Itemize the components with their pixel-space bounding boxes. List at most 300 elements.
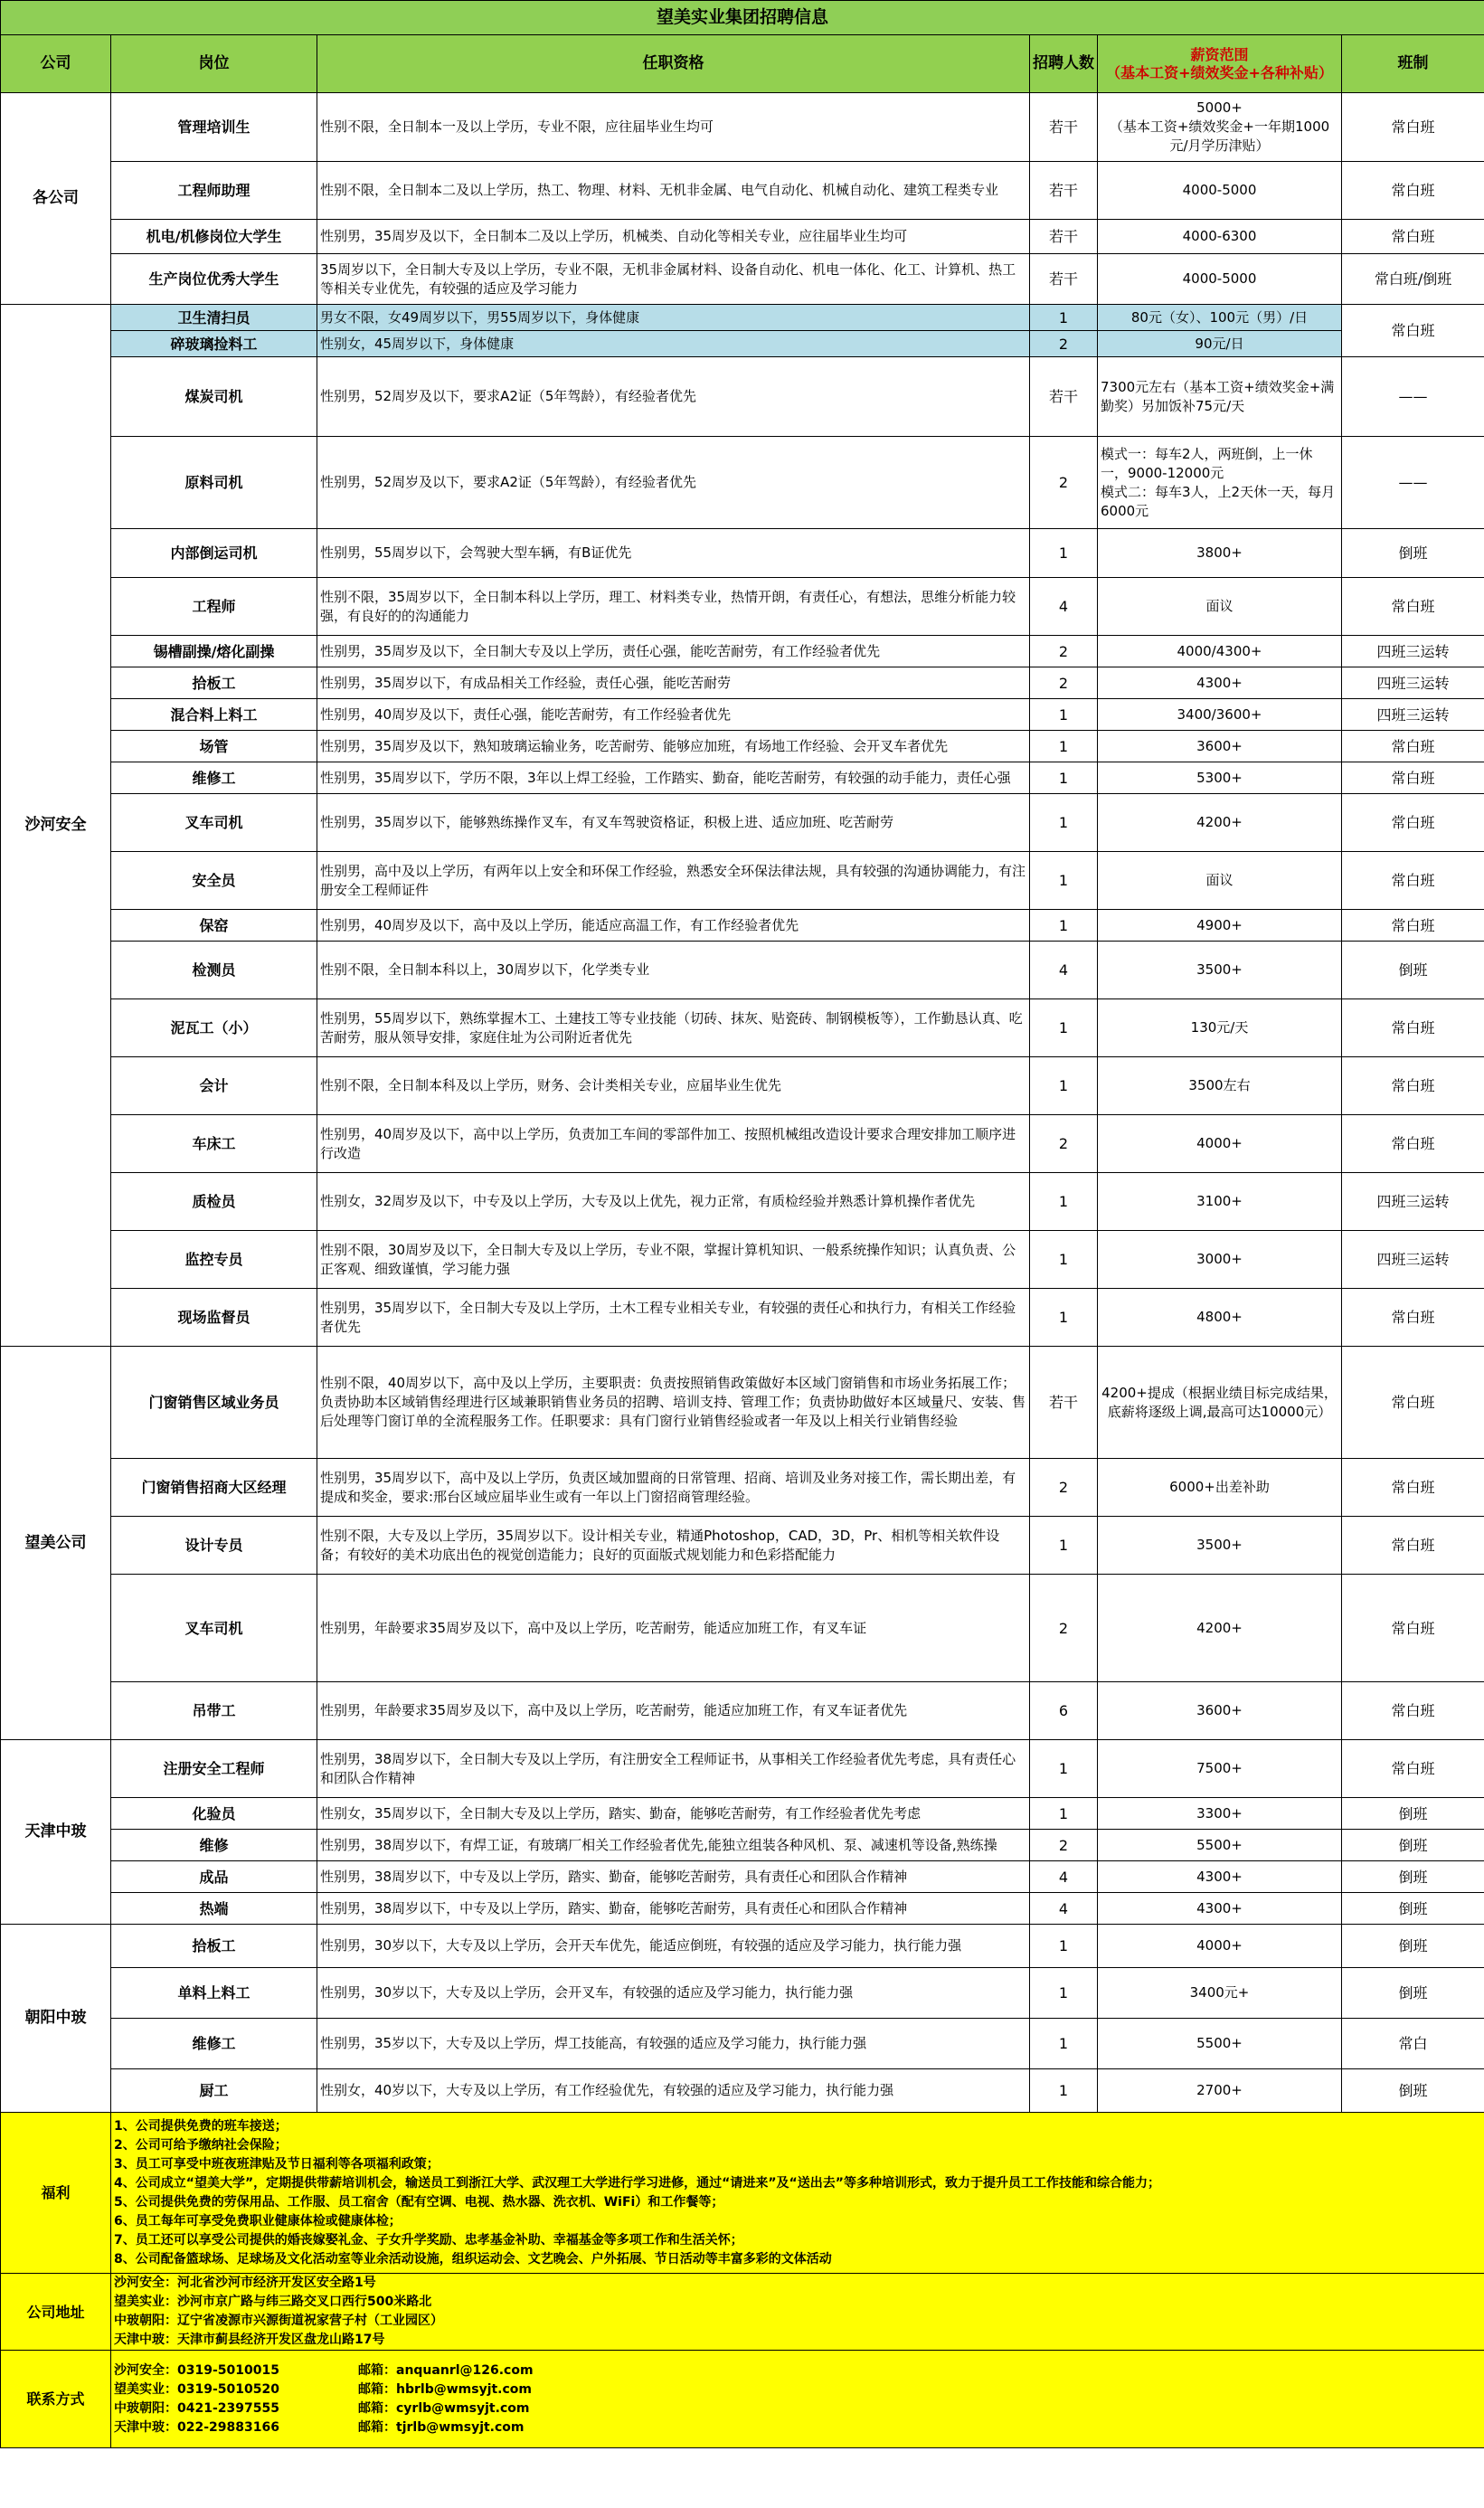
requirements-cell: 性别不限，全日制本科及以上学历，财务、会计类相关专业，应届毕业生优先 [317,1057,1030,1115]
salary-cell [1098,331,1342,357]
requirements-cell: 性别男，38周岁以下，中专及以上学历，踏实、勤奋，能够吃苦耐劳，具有责任心和团队合作精神 [317,1893,1030,1925]
headcount-cell: 1 [1030,999,1098,1057]
salary-line: 4300+ [1196,674,1243,691]
headcount-cell: 若干 [1030,93,1098,162]
salary-cell [1098,1925,1342,1968]
salary-cell [1098,1861,1342,1893]
salary-line: 3500左右 [1188,1077,1251,1093]
salary-cell [1098,910,1342,942]
shift-cell: 常白班/倒班 [1342,254,1484,305]
salary-line: 3100+ [1196,1193,1243,1209]
shift-cell: 常白班 [1342,305,1484,357]
requirements-cell: 性别女，32周岁及以下，中专及以上学历，大专及以上优先，视力正常，有质检经验并熟悉计算机操作者优先 [317,1173,1030,1231]
headcount-cell: 若干 [1030,162,1098,220]
requirements-cell: 性别男，30岁以下，大专及以上学历，会开叉车，有较强的适应及学习能力，执行能力强 [317,1968,1030,2019]
position-cell: 工程师助理 [111,162,317,220]
salary-cell [1098,578,1342,636]
requirements-cell: 性别女，40岁以下，大专及以上学历，有工作经验优先，有较强的适应及学习能力，执行能力强 [317,2069,1030,2113]
requirements-cell: 性别男，35周岁以下，全日制大专及以上学历，土木工程专业相关专业，有较强的责任心和执行力，有相关工作经验者优先 [317,1289,1030,1347]
position-cell: 锡槽副操/熔化副操 [111,636,317,667]
headcount-cell: 4 [1030,1893,1098,1925]
shift-cell: 倒班 [1342,1861,1484,1893]
contact-item [114,2399,1481,2418]
position-cell: 厨工 [111,2069,317,2113]
table-row [1,162,1484,220]
address-item: 中玻朝阳：辽宁省凌源市兴源街道祝家营子村（工业园区） [114,2314,443,2328]
table-row [1,1798,1484,1830]
salary-cell [1098,667,1342,699]
headcount-cell: 1 [1030,794,1098,852]
addresses-label: 公司地址 [1,2274,111,2351]
shift-cell: 常白班 [1342,93,1484,162]
salary-line: 3400元+ [1189,1984,1250,2001]
table-row [1,2019,1484,2069]
headcount-cell: 1 [1030,1968,1098,2019]
salary-cell [1098,1173,1342,1231]
salary-cell [1098,1968,1342,2019]
salary-line: 3500+ [1196,1537,1243,1553]
header-salary-title: 薪资范围 [1190,45,1249,63]
table-row [1,1173,1484,1231]
headcount-cell: 2 [1030,331,1098,357]
position-cell: 设计专员 [111,1517,317,1575]
salary-line: 6000+出差补助 [1169,1479,1270,1495]
headcount-cell: 2 [1030,437,1098,529]
salary-line: 4200+ [1196,814,1243,830]
headcount-cell: 1 [1030,1289,1098,1347]
benefits-list [111,2113,1484,2274]
table-row [1,220,1484,254]
header-row [1,35,1484,93]
address-item: 望美实业：沙河市京广路与纬三路交叉口西行500米路北 [114,2295,432,2309]
position-cell: 成品 [111,1861,317,1893]
position-cell: 原料司机 [111,437,317,529]
table-row [1,1830,1484,1861]
salary-line: 4000/4300+ [1177,642,1262,659]
table-row [1,794,1484,852]
salary-line: 80元（女）、100元（男）/日 [1130,308,1309,326]
headcount-cell: 4 [1030,1861,1098,1893]
shift-cell: 常白 [1342,2019,1484,2069]
table-row [1,667,1484,699]
table-row [1,1115,1484,1173]
contact-phone: 望美实业：0319-5010520 [114,2381,279,2397]
table-row [1,1289,1484,1347]
requirements-cell: 性别女，45周岁以下，身体健康 [317,331,1030,357]
salary-cell [1098,762,1342,794]
headcount-cell: 2 [1030,1459,1098,1517]
headcount-cell: 4 [1030,578,1098,636]
table-row [1,1925,1484,1968]
benefit-item: 2、公司可给予缴纳社会保险； [114,2137,288,2153]
table-row [1,1740,1484,1798]
requirements-cell: 男女不限，女49周岁以下，男55周岁以下，身体健康 [317,305,1030,331]
shift-cell: 四班三运转 [1342,636,1484,667]
salary-line: 面议 [1205,872,1234,888]
salary-line: 4300+ [1196,1868,1243,1885]
requirements-cell: 性别男，52周岁及以下，要求A2证（5年驾龄），有经验者优先 [317,437,1030,529]
requirements-cell: 性别男，35周岁及以下，全日制大专及以上学历，责任心强，能吃苦耐劳，有工作经验者优先 [317,636,1030,667]
salary-line: 3600+ [1196,1702,1243,1718]
position-cell: 煤炭司机 [111,357,317,437]
requirements-cell: 性别男，38周岁以下，中专及以上学历，踏实、勤奋，能够吃苦耐劳，具有责任心和团队合作精神 [317,1861,1030,1893]
salary-line: 3800+ [1196,544,1243,561]
salary-line: 5500+ [1196,1836,1243,1853]
contact-email[interactable]: 邮箱：anquanrl@126.com [358,2362,534,2378]
salary-cell [1098,305,1342,331]
position-cell: 监控专员 [111,1231,317,1289]
shift-cell: 倒班 [1342,1830,1484,1861]
salary-cell [1098,699,1342,731]
contact-phone: 中玻朝阳：0421-2397555 [114,2400,279,2416]
position-cell: 车床工 [111,1115,317,1173]
headcount-cell: 1 [1030,1517,1098,1575]
salary-cell [1098,1347,1342,1459]
contact-email[interactable]: 邮箱：cyrlb@wmsyjt.com [358,2400,530,2416]
salary-cell [1098,852,1342,910]
shift-cell: 常白班 [1342,162,1484,220]
shift-cell: 常白班 [1342,1575,1484,1682]
salary-line: 90元/日 [1195,335,1244,352]
headcount-cell: 1 [1030,1740,1098,1798]
table-row [1,762,1484,794]
salary-line: 4000-6300 [1182,228,1257,244]
position-cell: 热端 [111,1893,317,1925]
headcount-cell: 2 [1030,1115,1098,1173]
salary-line: 4300+ [1196,1899,1243,1916]
headcount-cell: 若干 [1030,1347,1098,1459]
table-row [1,1968,1484,2019]
address-item: 天津中玻：天津市蓟县经济开发区盘龙山路17号 [114,2333,385,2347]
benefits-label: 福利 [1,2113,111,2274]
table-row [1,1057,1484,1115]
position-cell: 内部倒运司机 [111,529,317,578]
salary-cell [1098,2019,1342,2069]
benefit-item: 6、员工每年可享受免费职业健康体检或健康体检； [114,2213,402,2229]
table-row [1,254,1484,305]
benefit-item: 8、公司配备篮球场、足球场及文化活动室等业余活动设施，组织运动会、文艺晚会、户外拓展、节日活动等丰富多彩的文体活动 [114,2251,832,2267]
contact-item [114,2380,1481,2399]
benefit-item: 3、员工可享受中班夜班津贴及节日福利等各项福利政策； [114,2156,440,2172]
salary-line: 7300元左右（基本工资+绩效奖金+满勤奖）另加饭补75元/天 [1101,378,1335,414]
salary-line: 7500+ [1196,1760,1243,1776]
requirements-cell: 35周岁以下，全日制大专及以上学历，专业不限，无机非金属材料、设备自动化、机电一体化、化工、计算机、热工等相关专业优先，有较强的适应及学习能力 [317,254,1030,305]
contact-phone: 沙河安全：0319-5010015 [114,2362,279,2378]
salary-cell [1098,636,1342,667]
position-cell: 维修工 [111,762,317,794]
table-row [1,2069,1484,2113]
table-row [1,999,1484,1057]
shift-cell: 常白班 [1342,1347,1484,1459]
contact-phone: 天津中玻：022-29883166 [114,2419,279,2435]
headcount-cell: 若干 [1030,220,1098,254]
salary-line: 3300+ [1196,1804,1243,1822]
requirements-cell: 性别男，35周岁及以下，熟知玻璃运输业务，吃苦耐劳、能够应加班，有场地工作经验、会开叉车者优先 [317,731,1030,762]
contact-item [114,2418,1481,2437]
shift-cell: 常白班 [1342,762,1484,794]
requirements-cell: 性别男，35周岁以下，有成品相关工作经验，责任心强，能吃苦耐劳 [317,667,1030,699]
table-row [1,305,1484,331]
salary-cell [1098,731,1342,762]
contact-email[interactable]: 邮箱：hbrlb@wmsyjt.com [358,2381,533,2397]
header-position: 岗位 [111,35,317,93]
requirements-cell: 性别男，40周岁及以下，高中以上学历，负责加工车间的零部件加工、按照机械组改造设计要求合理安排加工顺序进行改造 [317,1115,1030,1173]
headcount-cell: 1 [1030,1231,1098,1289]
contact-email[interactable]: 邮箱：tjrlb@wmsyjt.com [358,2419,525,2435]
position-cell: 安全员 [111,852,317,910]
requirements-cell: 性别男，35周岁及以下，全日制本二及以上学历，机械类、自动化等相关专业，应往届毕业生均可 [317,220,1030,254]
benefits-row [1,2113,1484,2274]
headcount-cell: 1 [1030,1925,1098,1968]
position-cell: 管理培训生 [111,93,317,162]
headcount-cell: 1 [1030,1798,1098,1830]
position-cell: 拾板工 [111,1925,317,1968]
position-cell: 工程师 [111,578,317,636]
position-cell: 泥瓦工（小） [111,999,317,1057]
benefit-item: 7、员工还可以享受公司提供的婚丧嫁娶礼金、子女升学奖励、忠孝基金补助、幸福基金等多项工作和生活关怀； [114,2232,743,2248]
salary-line: 5500+ [1196,2035,1243,2051]
position-cell: 叉车司机 [111,794,317,852]
salary-line: 4000-5000 [1182,270,1257,287]
position-cell: 保窑 [111,910,317,942]
shift-cell: 常白班 [1342,794,1484,852]
shift-cell: 倒班 [1342,2069,1484,2113]
shift-cell: 常白班 [1342,220,1484,254]
salary-line: 4000+ [1196,1135,1243,1151]
headcount-cell: 2 [1030,636,1098,667]
headcount-cell: 1 [1030,852,1098,910]
company-cell: 各公司 [1,93,111,305]
benefit-item: 5、公司提供免费的劳保用品、工作服、员工宿舍（配有空调、电视、热水器、洗衣机、WiFi）和工作餐等； [114,2194,724,2210]
salary-cell [1098,999,1342,1057]
position-cell: 场管 [111,731,317,762]
salary-cell [1098,437,1342,529]
contact-item [114,2361,1481,2380]
salary-line: 3500+ [1196,961,1243,978]
company-cell: 望美公司 [1,1347,111,1740]
salary-line: 3600+ [1196,737,1243,754]
header-salary [1098,35,1342,93]
shift-cell: 四班三运转 [1342,1173,1484,1231]
headcount-cell: 1 [1030,1057,1098,1115]
shift-cell: 倒班 [1342,529,1484,578]
headcount-cell: 2 [1030,1830,1098,1861]
table-row [1,731,1484,762]
position-cell: 门窗销售招商大区经理 [111,1459,317,1517]
requirements-cell: 性别男，高中及以上学历，有两年以上安全和环保工作经验，熟悉安全环保法律法规，具有较强的沟通协调能力，有注册安全工程师证件 [317,852,1030,910]
contacts-list [111,2351,1484,2448]
salary-cell [1098,93,1342,162]
requirements-cell: 性别男，年龄要求35周岁及以下，高中及以上学历，吃苦耐劳，能适应加班工作，有叉车证者优先 [317,1682,1030,1740]
headcount-cell: 2 [1030,667,1098,699]
shift-cell: 常白班 [1342,731,1484,762]
company-cell: 天津中玻 [1,1740,111,1925]
salary-cell [1098,1115,1342,1173]
shift-cell: 常白班 [1342,1057,1484,1115]
requirements-cell: 性别男，35岁以下，大专及以上学历，焊工技能高，有较强的适应及学习能力，执行能力强 [317,2019,1030,2069]
salary-cell [1098,1575,1342,1682]
requirements-cell: 性别男，40周岁及以下，责任心强，能吃苦耐劳，有工作经验者优先 [317,699,1030,731]
shift-cell: 常白班 [1342,1740,1484,1798]
table-row [1,699,1484,731]
salary-line: 4000-5000 [1182,182,1257,198]
requirements-cell: 性别不限，30周岁及以下，全日制大专及以上学历，专业不限，掌握计算机知识、一般系统操作知识；认真负责、公正客观、细致谨慎，学习能力强 [317,1231,1030,1289]
requirements-cell: 性别男，55周岁以下，会驾驶大型车辆，有B证优先 [317,529,1030,578]
salary-line: 面议 [1205,598,1234,614]
benefit-item: 1、公司提供免费的班车接送； [114,2118,288,2134]
salary-cell [1098,1830,1342,1861]
position-cell: 吊带工 [111,1682,317,1740]
requirements-cell: 性别不限，全日制本一及以上学历，专业不限，应往届毕业生均可 [317,93,1030,162]
position-cell: 会计 [111,1057,317,1115]
headcount-cell: 6 [1030,1682,1098,1740]
salary-cell [1098,1893,1342,1925]
requirements-cell: 性别不限，35周岁以下，全日制本科以上学历，理工、材料类专业，热情开朗，有责任心，有想法，思维分析能力较强，有良好的的沟通能力 [317,578,1030,636]
shift-cell: —— [1342,357,1484,437]
salary-line: 4200+ [1196,1619,1243,1636]
salary-cell [1098,1231,1342,1289]
requirements-cell: 性别男，35周岁以下，学历不限，3年以上焊工经验，工作踏实、勤奋，能吃苦耐劳，有较强的动手能力，责任心强 [317,762,1030,794]
header-salary-note: （基本工资+绩效奖金+各种补贴） [1106,63,1333,81]
salary-line: 4200+提成（根据业绩目标完成结果，底薪将逐级上调,最高可达10000元） [1101,1384,1337,1420]
salary-cell [1098,1798,1342,1830]
table-row [1,93,1484,162]
headcount-cell: 1 [1030,1173,1098,1231]
requirements-cell: 性别男，55周岁以下，熟练掌握木工、土建技工等专业技能（切砖、抹灰、贴瓷砖、制钢模板等），工作勤恳认真、吃苦耐劳，服从领导安排，家庭住址为公司附近者优先 [317,999,1030,1057]
shift-cell: 常白班 [1342,578,1484,636]
shift-cell: 常白班 [1342,1289,1484,1347]
salary-line: 4000+ [1196,1937,1243,1954]
table-row [1,942,1484,999]
requirements-cell: 性别男，年龄要求35周岁及以下，高中及以上学历，吃苦耐劳，能适应加班工作，有叉车证 [317,1575,1030,1682]
header-company: 公司 [1,35,111,93]
position-cell: 碎玻璃捡料工 [111,331,317,357]
position-cell: 化验员 [111,1798,317,1830]
position-cell: 门窗销售区域业务员 [111,1347,317,1459]
headcount-cell: 1 [1030,910,1098,942]
addresses-row [1,2274,1484,2351]
salary-cell [1098,529,1342,578]
table-row [1,357,1484,437]
table-row [1,331,1484,357]
benefit-item: 4、公司成立“望美大学”，定期提供带薪培训机会，输送员工到浙江大学、武汉理工大学进行学习进修，通过“请进来”及“送出去”等多种培训形式，致力于提升员工工作技能和综合能力； [114,2175,1160,2191]
requirements-cell: 性别不限，大专及以上学历，35周岁以下。设计相关专业，精通Photoshop，CAD，3D，Pr、相机等相关软件设备；有较好的美术功底出色的视觉创造能力；良好的页面版式规划能力和色彩搭配能力 [317,1517,1030,1575]
shift-cell: 四班三运转 [1342,667,1484,699]
shift-cell: 常白班 [1342,1459,1484,1517]
shift-cell: 常白班 [1342,1115,1484,1173]
headcount-cell: 1 [1030,2069,1098,2113]
requirements-cell: 性别男，35周岁以下，高中及以上学历，负责区域加盟商的日常管理、招商、培训及业务对接工作，需长期出差，有提成和奖金，要求:邢台区域应届毕业生或有一年以上门窗招商管理经验。 [317,1459,1030,1517]
shift-cell: 倒班 [1342,1798,1484,1830]
contacts-row [1,2351,1484,2448]
table-row [1,1861,1484,1893]
headcount-cell: 1 [1030,762,1098,794]
requirements-cell: 性别男，40周岁及以下，高中及以上学历，能适应高温工作，有工作经验者优先 [317,910,1030,942]
table-row [1,529,1484,578]
salary-cell [1098,357,1342,437]
company-cell: 沙河安全 [1,305,111,1347]
salary-cell [1098,220,1342,254]
shift-cell: 倒班 [1342,1925,1484,1968]
headcount-cell: 若干 [1030,254,1098,305]
position-cell: 叉车司机 [111,1575,317,1682]
salary-line: 5000+ [1196,99,1243,116]
table-row [1,636,1484,667]
salary-cell [1098,1682,1342,1740]
shift-cell: 倒班 [1342,1893,1484,1925]
salary-cell [1098,1057,1342,1115]
salary-line: 4900+ [1196,916,1243,933]
addresses-list [111,2274,1484,2351]
table-row [1,1459,1484,1517]
shift-cell: 四班三运转 [1342,699,1484,731]
header-shift: 班制 [1342,35,1484,93]
header-headcount: 招聘人数 [1030,35,1098,93]
table-row [1,1893,1484,1925]
table-row [1,910,1484,942]
position-cell: 单料上料工 [111,1968,317,2019]
headcount-cell: 1 [1030,731,1098,762]
salary-cell [1098,162,1342,220]
salary-line: 模式二：每车3人，上2天休一天，每月6000元 [1101,483,1336,519]
table-row [1,1682,1484,1740]
shift-cell: —— [1342,437,1484,529]
table-row [1,1517,1484,1575]
salary-line: 3000+ [1196,1251,1243,1267]
salary-line: （基本工资+绩效奖金+一年期1000元/月学历津贴） [1109,118,1330,154]
headcount-cell: 若干 [1030,357,1098,437]
position-cell: 混合料上料工 [111,699,317,731]
header-requirements: 任职资格 [317,35,1030,93]
salary-cell [1098,1289,1342,1347]
table-row [1,1347,1484,1459]
shift-cell: 常白班 [1342,1517,1484,1575]
shift-cell: 常白班 [1342,910,1484,942]
salary-line: 5300+ [1196,769,1243,786]
salary-cell [1098,2069,1342,2113]
headcount-cell: 2 [1030,1575,1098,1682]
salary-line: 130元/天 [1190,1019,1249,1036]
requirements-cell: 性别不限，全日制本二及以上学历，热工、物理、材料、无机非金属、电气自动化、机械自动化、建筑工程类专业 [317,162,1030,220]
position-cell: 检测员 [111,942,317,999]
table-row [1,437,1484,529]
headcount-cell: 1 [1030,529,1098,578]
page-title: 望美实业集团招聘信息 [1,1,1484,35]
table-row [1,1575,1484,1682]
salary-cell [1098,794,1342,852]
position-cell: 卫生清扫员 [111,305,317,331]
shift-cell: 四班三运转 [1342,1231,1484,1289]
position-cell: 生产岗位优秀大学生 [111,254,317,305]
requirements-cell: 性别不限，全日制本科以上，30周岁以下，化学类专业 [317,942,1030,999]
shift-cell: 常白班 [1342,852,1484,910]
shift-cell: 常白班 [1342,999,1484,1057]
salary-cell [1098,254,1342,305]
requirements-cell: 性别不限，40周岁以下，高中及以上学历，主要职责：负责按照销售政策做好本区域门窗销售和市场业务拓展工作；负责协助本区域销售经理进行区域兼职销售业务员的招聘、培训支持、管理工作；负责协助做好本区域量尺、安装、售后处理等门窗订单的全流程服务工作。任职要求：具有门窗行业销售经验或者一年及以上相关行业销售经验 [317,1347,1030,1459]
shift-cell: 常白班 [1342,1682,1484,1740]
requirements-cell: 性别男，52周岁及以下，要求A2证（5年驾龄），有经验者优先 [317,357,1030,437]
address-item: 沙河安全：河北省沙河市经济开发区安全路1号 [114,2276,376,2290]
headcount-cell: 4 [1030,942,1098,999]
position-cell: 注册安全工程师 [111,1740,317,1798]
requirements-cell: 性别男，38周岁以下，有焊工证，有玻璃厂相关工作经验者优先,能独立组装各种风机、泵、减速机等设备,熟练操 [317,1830,1030,1861]
salary-cell [1098,1740,1342,1798]
salary-line: 4800+ [1196,1309,1243,1325]
position-cell: 拾板工 [111,667,317,699]
company-cell: 朝阳中玻 [1,1925,111,2113]
salary-line: 2700+ [1196,2082,1243,2098]
position-cell: 维修 [111,1830,317,1861]
